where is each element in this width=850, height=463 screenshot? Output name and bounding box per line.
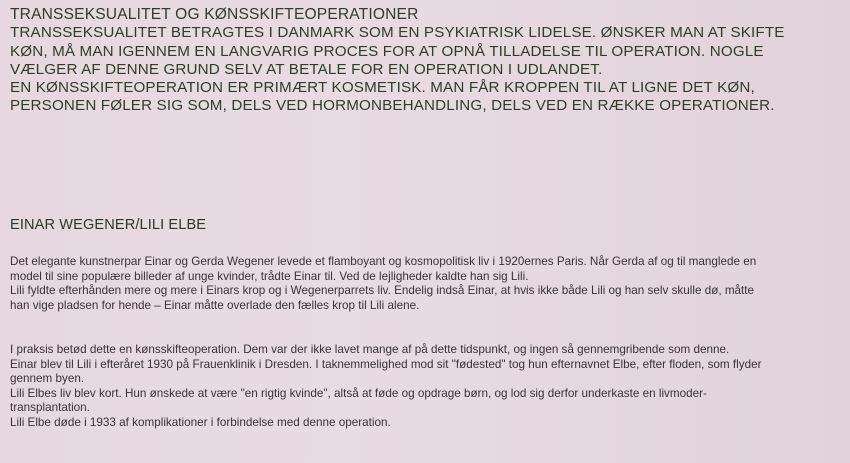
section-title: EINAR WEGENER/LILI ELBE xyxy=(10,217,207,233)
paragraph-line: model til sine populære billeder af unge kvinder, trådte Einar til. Ved de lejligheder kaldte han sig Lili. xyxy=(10,269,529,283)
intro-line: PERSONEN FØLER SIG SOM, DELS VED HORMONBEHANDLING, DELS VED EN RÆKKE OPERATIONER. xyxy=(10,97,775,115)
paragraph-line: han vige pladsen for hende – Einar måtte overlade den fælles krop til Lili alene. xyxy=(10,298,420,312)
intro-title: TRANSSEKSUALITET OG KØNSSKIFTEOPERATIONER xyxy=(10,6,419,23)
paragraph-line: Det elegante kunstnerpar Einar og Gerda Wegener levede et flamboyant og kosmopolitisk liv i 1920ernes Paris. Når Gerda af og til manglede en xyxy=(10,255,757,268)
intro-line: TRANSSEKSUALITET BETRAGTES I DANMARK SOM EN PSYKIATRISK LIDELSE. ØNSKER MAN AT SKIFTE xyxy=(10,24,785,42)
paragraph-line: I praksis betød dette en kønsskifteoperation. Dem var der ikke lavet mange af på dette tidspunkt, og ingen så gennemgribende som denne. xyxy=(10,343,730,356)
paragraph-line: gennem byen. xyxy=(10,372,85,385)
paragraph-line: Lili Elbes liv blev kort. Hun ønskede at være "en rigtig kvinde", altså at føde og opdrage børn, og lod sig derfor underkaste en livmoder- xyxy=(10,386,707,400)
paragraph-line: Einar blev til Lili i efteråret 1930 på Frauenklinik i Dresden. I taknemmelighed mod sit "fødested" tog hun efternavnet Elbe, efter floden, som flyder xyxy=(10,357,762,371)
paragraph-line: transplantation. xyxy=(10,401,90,414)
paragraph-line: Lili Elbe døde i 1933 af komplikationer i forbindelse med denne operation. xyxy=(10,415,391,429)
paragraph-line: Lili fyldte efterhånden mere og mere i Einars krop og i Wegenerparrets liv. Endelig indså Einar, at hvis ikke både Lili og han selv skulle dø, måtte xyxy=(10,284,755,297)
intro-heading-block xyxy=(10,6,840,116)
paragraph-1 xyxy=(10,255,842,313)
paragraph-2 xyxy=(10,343,842,430)
intro-line: KØN, MÅ MAN IGENNEM EN LANGVARIG PROCES FOR AT OPNÅ TILLADELSE TIL OPERATION. NOGLE xyxy=(10,42,764,60)
intro-line: VÆLGER AF DENNE GRUND SELV AT BETALE FOR EN OPERATION I UDLANDET. xyxy=(10,60,603,78)
intro-line: EN KØNSSKIFTEOPERATION ER PRIMÆRT KOSMETISK. MAN FÅR KROPPEN TIL AT LIGNE DET KØN, xyxy=(10,79,755,97)
